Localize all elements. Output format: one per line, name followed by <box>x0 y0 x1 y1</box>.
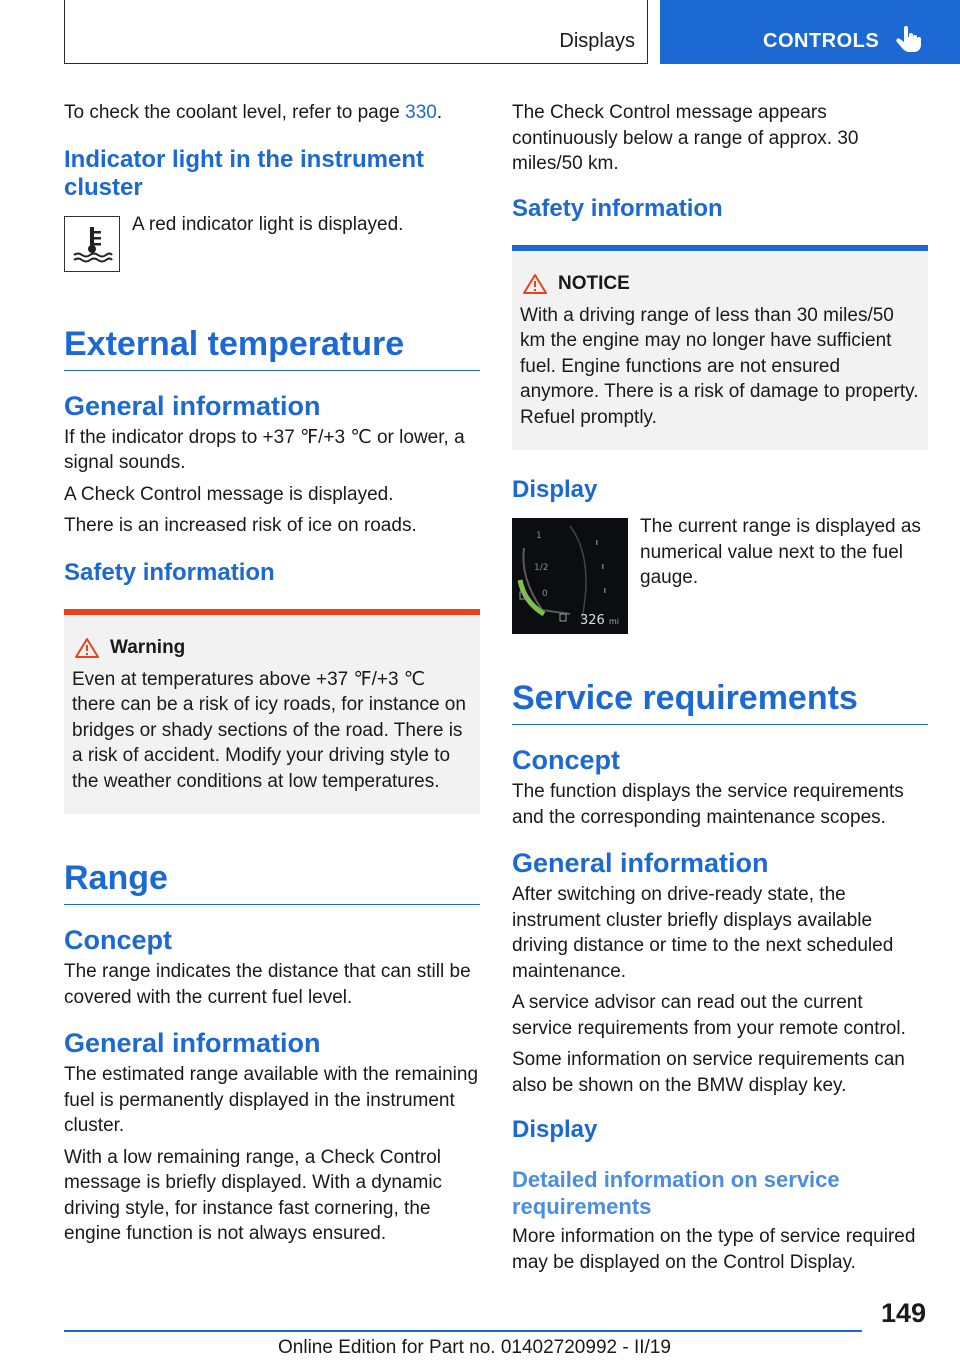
sr-general-p3: Some information on service requirements can also be shown on the BMW display key. <box>512 1049 905 1096</box>
display-text: The current range is displayed as numerical value next to the fuel gauge. <box>640 516 921 588</box>
range-general-p2: With a low remaining range, a Check Control message is briefly displayed. With a dynamic driving style, for instance fast cornering, the engine function is not always ensured. <box>64 1146 443 1244</box>
sr-concept-heading: Concept <box>512 745 620 775</box>
warning-box <box>64 609 480 815</box>
right-column <box>512 100 928 1281</box>
range-general-p1: The estimated range available with the remaining fuel is permanently displayed in the instrument cluster. <box>64 1064 479 1136</box>
range-heading: Range <box>64 858 480 905</box>
notice-title: NOTICE <box>558 272 630 294</box>
indicator-row <box>64 213 480 272</box>
general-info-heading: General information <box>64 390 321 421</box>
sr-general-heading: General information <box>512 848 769 878</box>
warning-text: Even at temperatures above +37 ℉/+3 ℃ there can be a risk of icy roads, for instance on bridges or shady sections of the road. There is a risk of accident. Modify your driving style to the weather conditions at low temperatures. <box>72 668 466 792</box>
notice-title-row <box>522 273 920 295</box>
sr-display-heading: Display <box>512 1116 598 1143</box>
left-column <box>64 100 480 1253</box>
footer-edition: Online Edition for Part no. 01402720992 - II/19 <box>278 1337 671 1358</box>
fuel-gauge-image <box>512 518 628 634</box>
warning-triangle-icon <box>522 273 548 295</box>
gauge-half-label: 1/2 <box>534 563 549 573</box>
gen-info-p3: There is an increased risk of ice on roads. <box>64 515 417 536</box>
gauge-full-label: 1 <box>536 531 542 541</box>
safety-info-heading: Safety information <box>64 558 275 586</box>
coolant-temperature-icon <box>64 216 120 272</box>
check-control-text: The Check Control message appears continuously below a range of approx. 30 miles/50 km. <box>512 102 859 174</box>
footer-edition-line <box>278 1337 671 1359</box>
indicator-text: A red indicator light is displayed. <box>132 213 404 235</box>
external-temperature-heading: External temperature <box>64 324 480 371</box>
range-concept-heading: Concept <box>64 925 172 955</box>
header-chapter-tab <box>660 0 960 64</box>
coolant-paragraph <box>64 100 480 126</box>
service-requirements-heading: Service requirements <box>512 678 928 725</box>
page-number: 149 <box>880 1298 926 1328</box>
footer-divider <box>64 1330 862 1332</box>
indicator-heading: Indicator light in the instrument cluster <box>64 145 424 201</box>
gen-info-p1: If the indicator drops to +37 ℉/+3 ℃ or lower, a signal sounds. <box>64 426 465 473</box>
coolant-text: To check the coolant level, refer to page <box>64 102 406 123</box>
sr-concept-text: The function displays the service requirements and the corresponding maintenance scopes. <box>512 781 904 828</box>
header-section-title: Displays <box>559 30 635 52</box>
gauge-empty-label: 0 <box>542 589 548 599</box>
sr-detail-text: More information on the type of service required may be displayed on the Control Display. <box>512 1226 916 1273</box>
right-safety-heading: Safety information <box>512 194 723 222</box>
notice-box <box>512 245 928 451</box>
warning-triangle-icon <box>74 637 100 659</box>
notice-text: With a driving range of less than 30 miles/50 km the engine may no longer have sufficient fuel. Engine functions are not ensured anymore. There is a risk of damage to property. Refuel promptly. <box>520 304 919 428</box>
coolant-period: . <box>436 102 443 123</box>
display-row <box>512 518 928 634</box>
range-concept-text: The range indicates the distance that can still be covered with the current fuel level. <box>64 961 471 1008</box>
sr-general-p1: After switching on drive-ready state, the instrument cluster briefly displays available driving distance or time to the next scheduled maintenance. <box>512 884 894 982</box>
header-section-box <box>64 0 648 64</box>
gen-info-p2: A Check Control message is displayed. <box>64 483 394 505</box>
warning-title-row <box>74 637 472 659</box>
sr-general-p2: A service advisor can read out the current service requirements from your remote control. <box>512 992 906 1039</box>
range-general-heading: General information <box>64 1028 321 1058</box>
sr-detail-heading: Detailed information on service requirements <box>512 1167 840 1219</box>
header-chapter-title: CONTROLS <box>763 30 880 52</box>
warning-title: Warning <box>110 636 186 658</box>
gauge-range-value: 326 <box>580 613 605 628</box>
coolant-page-link[interactable]: 330 <box>405 102 437 123</box>
pointing-hand-icon <box>896 25 922 53</box>
display-heading: Display <box>512 476 598 503</box>
gauge-range-unit: mi <box>609 617 620 626</box>
